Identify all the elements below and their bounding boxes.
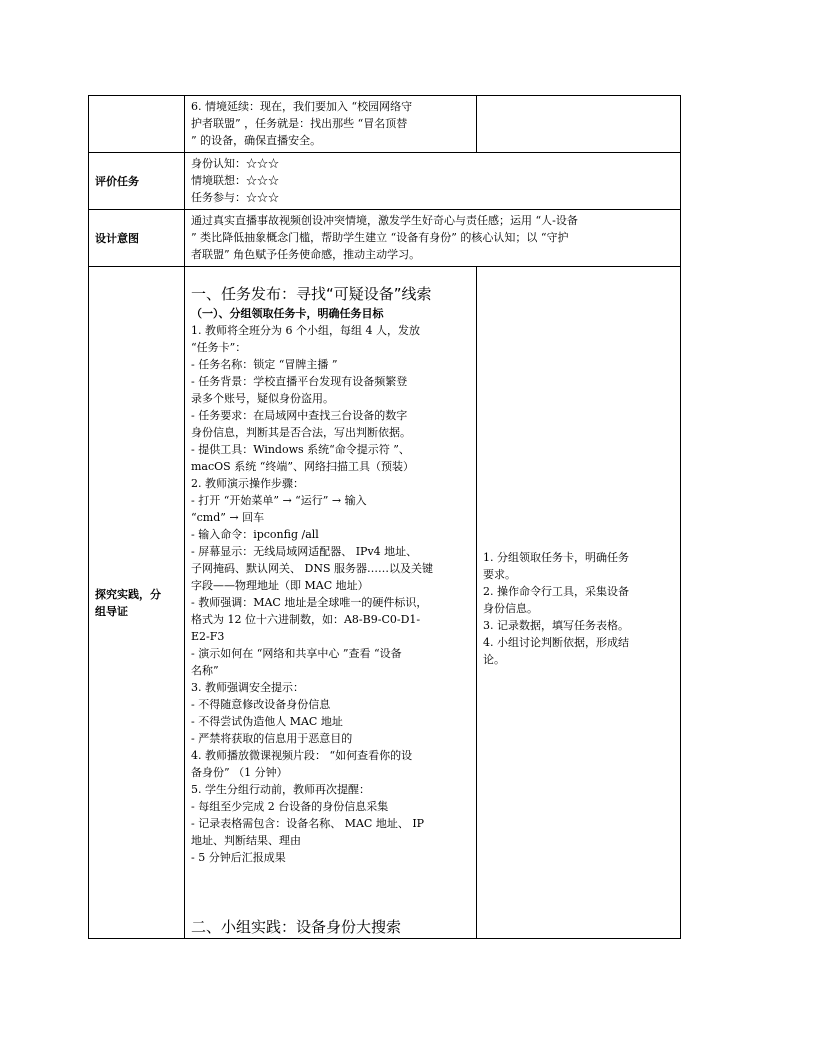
row-label-practice xyxy=(89,267,185,939)
activity-line: 1. 分组领取任务卡，明确任务 xyxy=(483,551,629,564)
text-line: ” 的设备，确保直播安全。 xyxy=(191,134,322,147)
table-row-situation xyxy=(89,96,681,153)
text-line: 5. 学生分组行动前，教师再次提醒： xyxy=(191,783,370,796)
text-line: - 记录表格需包含：设备名称、 MAC 地址、 IP xyxy=(191,817,425,830)
table-row-practice xyxy=(89,267,681,939)
text-line: - 教师强调：MAC 地址是全球唯一的硬件标识， xyxy=(191,596,428,609)
text-line: 4. 教师播放微课视频片段： “如何查看你的设 xyxy=(191,749,413,762)
text-line: 者联盟” 角色赋予任务使命感，推动主动学习。 xyxy=(191,248,421,261)
text-line: 3. 教师强调安全提示： xyxy=(191,681,304,694)
section-heading: 一、任务发布：寻找“可疑设备”线索 xyxy=(191,285,432,303)
activity-line: 论。 xyxy=(483,653,505,666)
section-subheading: （一）、分组领取任务卡，明确任务目标 xyxy=(191,307,384,320)
rating-line: 任务参与：☆☆☆ xyxy=(191,191,279,204)
text-line: E2-F3 xyxy=(191,630,225,643)
text-line: - 任务背景：学校直播平台发现有设备频繁登 xyxy=(191,375,408,388)
label-line: 组导证 xyxy=(95,604,128,618)
activity-line: 要求。 xyxy=(483,568,516,581)
text-line: “cmd” → 回车 xyxy=(191,511,265,524)
text-line: - 任务要求：在局域网中查找三台设备的数字 xyxy=(191,409,408,422)
practice-content-cell xyxy=(185,267,477,939)
text-line: - 演示如何在 “网络和共享中心 ”查看 “设备 xyxy=(191,647,402,660)
text-line: - 5 分钟后汇报成果 xyxy=(191,851,286,864)
text-line: 6. 情境延续：现在，我们要加入 “校园网络守 xyxy=(191,100,413,113)
row-label-evaluation: 评价任务 xyxy=(89,153,185,210)
text-line: 1. 教师将全班分为 6 个小组，每组 4 人，发放 xyxy=(191,324,420,337)
text-line: - 不得随意修改设备身份信息 xyxy=(191,698,331,711)
text-line: 子网掩码、默认网关、 DNS 服务器……以及关键 xyxy=(191,562,433,575)
activity-line: 2. 操作命令行工具，采集设备 xyxy=(483,585,629,598)
rating-line: 身份认知：☆☆☆ xyxy=(191,157,279,170)
text-line: 格式为 12 位十六进制数，如：A8-B9-C0-D1- xyxy=(191,613,421,626)
text-line: - 提供工具：Windows 系统“命令提示符 ”、 xyxy=(191,443,410,456)
text-line: 通过真实直播事故视频创设冲突情境，激发学生好奇心与责任感；运用 “人-设备 xyxy=(191,214,578,227)
table-row-design-intent xyxy=(89,210,681,267)
design-intent-cell xyxy=(185,210,681,267)
text-line: 名称” xyxy=(191,664,219,677)
row-label-empty xyxy=(89,96,185,153)
text-line: - 输入命令：ipconfig /all xyxy=(191,528,319,541)
student-activity-cell xyxy=(477,267,681,939)
text-line: 备身份” （1 分钟） xyxy=(191,766,288,779)
text-line: 录多个账号，疑似身份盗用。 xyxy=(191,392,334,405)
text-line: ” 类比降低抽象概念门槛，帮助学生建立 “设备有身份” 的核心认知；以 “守护 xyxy=(191,231,569,244)
text-line: 身份信息，判断其是否合法，写出判断依据。 xyxy=(191,426,411,439)
text-line: - 任务名称：锁定 “冒牌主播 ” xyxy=(191,358,338,371)
right-cell-empty xyxy=(477,96,681,153)
situation-cell xyxy=(185,96,477,153)
text-line: macOS 系统 “终端”、网络扫描工具（预装） xyxy=(191,460,414,473)
text-line: - 严禁将获取的信息用于恶意目的 xyxy=(191,732,353,745)
text-line: “任务卡”： xyxy=(191,341,247,354)
text-line: - 屏幕显示：无线局域网适配器、 IPv4 地址、 xyxy=(191,545,418,558)
activity-line: 4. 小组讨论判断依据，形成结 xyxy=(483,636,629,649)
text-line: - 打开 “开始菜单” → “运行” → 输入 xyxy=(191,494,367,507)
row-label-design-intent: 设计意图 xyxy=(89,210,185,267)
text-line: 地址、判断结果、理由 xyxy=(191,834,301,847)
text-line: 2. 教师演示操作步骤： xyxy=(191,477,304,490)
student-activity-lines xyxy=(483,549,674,668)
table-row-evaluation xyxy=(89,153,681,210)
activity-line: 3. 记录数据，填写任务表格。 xyxy=(483,619,629,632)
text-line: - 每组至少完成 2 台设备的身份信息采集 xyxy=(191,800,389,813)
activity-line: 身份信息。 xyxy=(483,602,538,615)
section-heading-2: 二、小组实践：设备身份大搜索 xyxy=(191,918,402,936)
spacer xyxy=(191,866,470,916)
text-line: 字段——物理地址（即 MAC 地址） xyxy=(191,579,369,592)
rating-line: 情境联想：☆☆☆ xyxy=(191,174,279,187)
label-line: 探究实践，分 xyxy=(95,587,161,601)
text-line: 护者联盟” ，任务就是：找出那些 “冒名顶替 xyxy=(191,117,408,130)
evaluation-cell xyxy=(185,153,681,210)
lesson-plan-table xyxy=(88,95,681,939)
practice-lines xyxy=(191,322,470,866)
text-line: - 不得尝试伪造他人 MAC 地址 xyxy=(191,715,343,728)
